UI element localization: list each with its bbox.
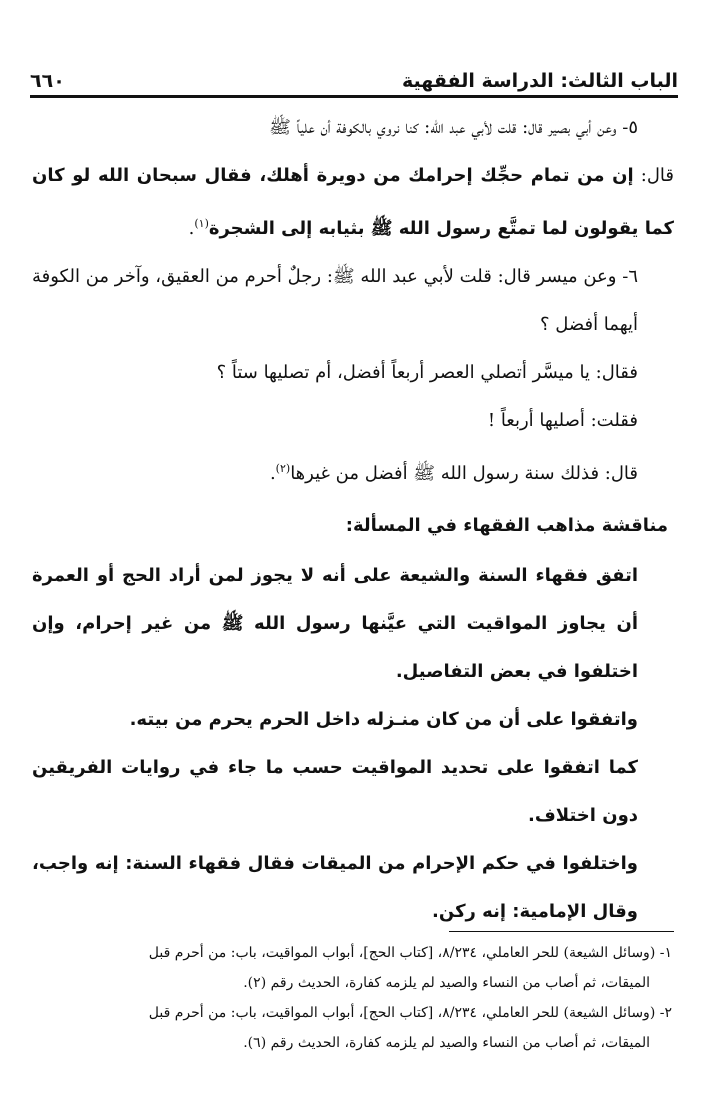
running-title: الباب الثالث: الدراسة الفقهية bbox=[402, 70, 678, 92]
dialogue-answer: فقلت: أصليها أربعاً ! bbox=[487, 410, 638, 431]
footnote-ref-1: (١) bbox=[194, 217, 209, 230]
miqat-definition-paragraph: كما اتفقوا على تحديد المواقيت حسب ما جاء في روايات الفريقين دون اختلاف. bbox=[32, 757, 638, 826]
dialogue-question: فقال: يا ميسَّر أتصلي العصر أربعاً أفضل، أم تصليها ستاً ؟ bbox=[216, 362, 638, 383]
hadith-5-text bbox=[32, 152, 674, 253]
page-number: ٦٦٠ bbox=[30, 70, 65, 92]
dialogue-conclusion bbox=[32, 445, 674, 498]
section-heading: مناقشة مذاهب الفقهاء في المسألة: bbox=[345, 515, 668, 536]
dialogue-conclusion-text: قال: فذلك سنة رسول الله ﷺ أفضل من غيرها bbox=[290, 463, 638, 484]
agreement-paragraph: اتفق فقهاء السنة والشيعة على أنه لا يجوز لمن أراد الحج أو العمرة أن يجاوز المواقيت التي عيَّنها رسول الله ﷺ من غير إحرام، وإن اختلفوا في بعض التفاصيل. bbox=[32, 565, 638, 682]
hadith-5-quote: إن من تمام حجِّك إحرامك من دويرة أهلك، فقال سبحان الله لو كان كما يقولون لما تمتَّع رسول الله ﷺ بثيابه إلى الشجرة bbox=[32, 165, 674, 239]
haram-residents-paragraph: واتفقوا على أن من كان منـزله داخل الحرم يحرم من بيته. bbox=[129, 709, 638, 730]
hadith-5-lead: قال: bbox=[633, 165, 674, 186]
hadith-5-intro: ٥- وعن أبي بصير قال: قلت لأبي عبد الله: كنا نروي بالكوفة أن علياً ﷺ bbox=[269, 117, 638, 138]
footnotes bbox=[36, 938, 672, 1058]
footnote-1-line-1: ١- (وسائل الشيعة) للحر العاملي، ٨/٢٣٤، [كتاب الحج]، أبواب المواقيت، باب: من أحرم قبل bbox=[148, 945, 672, 961]
body-text bbox=[32, 104, 674, 936]
footnote-1-line-2: الميقات، ثم أصاب من النساء والصيد لم يلزمه كفارة، الحديث رقم (٢). bbox=[243, 975, 650, 991]
disagreement-paragraph: واختلفوا في حكم الإحرام من الميقات فقال فقهاء السنة: إنه واجب، وقال الإمامية: إنه ركن. bbox=[32, 853, 638, 922]
dialogue-conclusion-end: . bbox=[269, 463, 276, 484]
footnote-2-line-1: ٢- (وسائل الشيعة) للحر العاملي، ٨/٢٣٤، [كتاب الحج]، أبواب المواقيت، باب: من أحرم قبل bbox=[148, 1005, 672, 1021]
footnote-2-line-2: الميقات، ثم أصاب من النساء والصيد لم يلزمه كفارة، الحديث رقم (٦). bbox=[243, 1035, 650, 1051]
footnote-separator bbox=[449, 931, 674, 932]
hadith-6-intro: ٦- وعن ميسر قال: قلت لأبي عبد الله ﷺ: رجلٌ أحرم من العقيق، وآخر من الكوفة أيهما أفضل ؟ bbox=[32, 266, 638, 335]
page-header bbox=[30, 58, 678, 92]
footnote-ref-2: (٢) bbox=[275, 462, 291, 475]
header-rule bbox=[30, 95, 678, 98]
hadith-5-end: . bbox=[188, 218, 195, 239]
